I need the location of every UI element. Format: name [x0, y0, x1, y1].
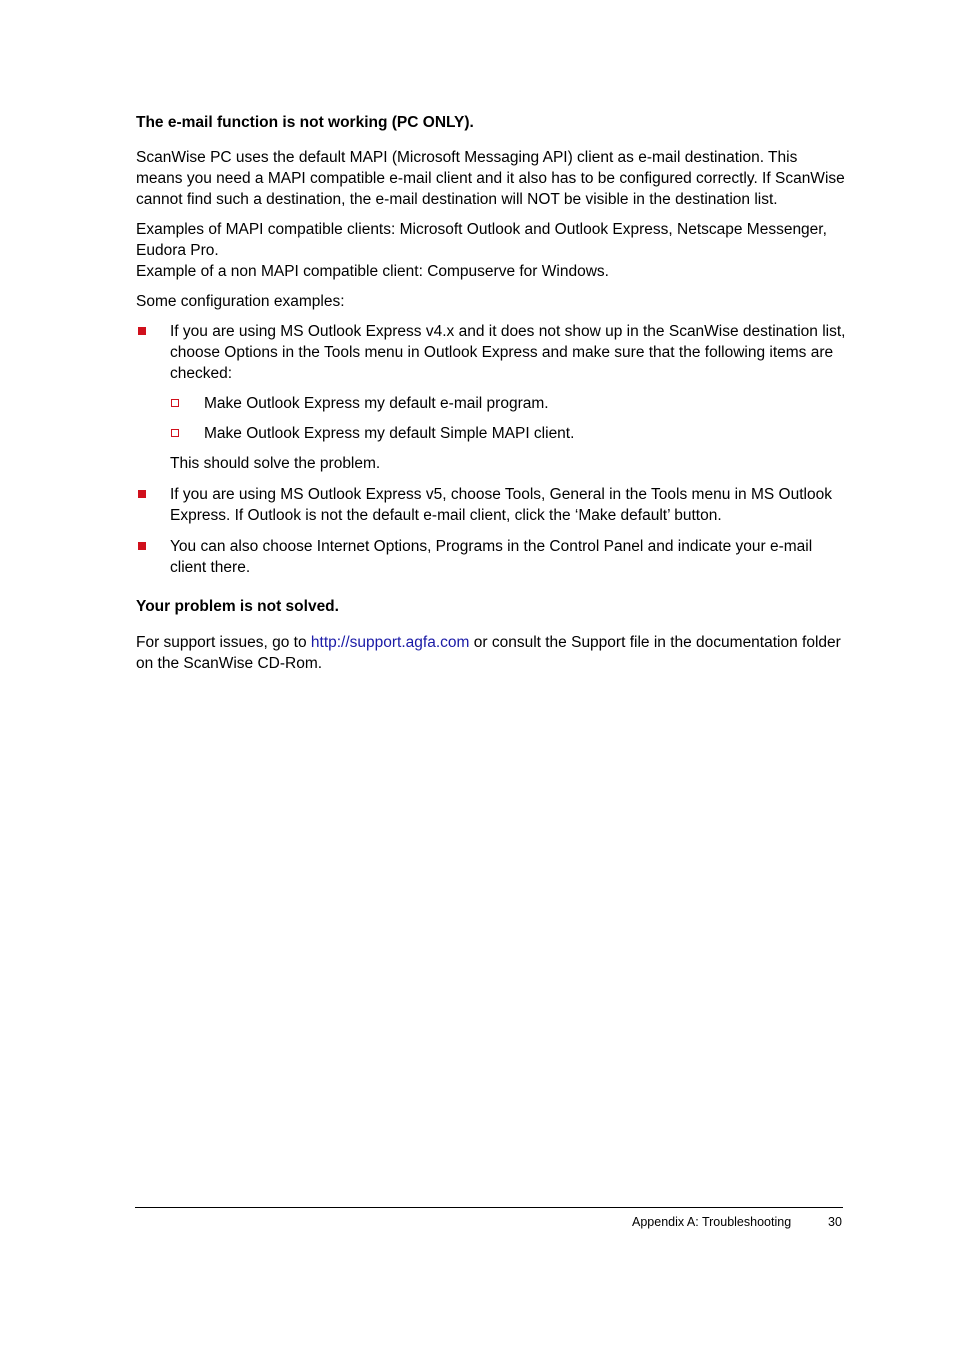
paragraph-mapi-intro: ScanWise PC uses the default MAPI (Microsoft Messaging API) client as e-mail destination. This means you need a MAPI compatible e-mail client and it also has to be configured correctly. If ScanWise cannot find such a destination, the e-mail destination will NOT be visible in the destination list.	[136, 149, 845, 208]
footer-section-label: Appendix A: Troubleshooting	[632, 1215, 792, 1229]
sub-bullet-text: Make Outlook Express my default Simple MAPI client.	[204, 425, 575, 442]
support-text-after: or consult the Support file in the documentation folder on the ScanWise CD-Rom.	[136, 634, 841, 672]
checked-items-list	[170, 393, 846, 444]
bullet-text: If you are using MS Outlook Express v5, choose Tools, General in the Tools menu in MS Outlook Express. If Outlook is not the default e-mail client, click the ‘Make default’ button.	[170, 486, 832, 524]
open-square-bullet-icon	[171, 429, 179, 437]
footer-rule	[135, 1207, 843, 1208]
list-item	[170, 393, 846, 414]
section-heading-not-solved: Your problem is not solved.	[136, 598, 339, 615]
mapi-compatible-examples: Examples of MAPI compatible clients: Microsoft Outlook and Outlook Express, Netscape Messenger, Eudora Pro.	[136, 221, 827, 259]
config-bullet-list	[136, 321, 846, 578]
paragraph-config-examples: Some configuration examples:	[136, 293, 345, 310]
red-square-bullet-icon	[138, 327, 146, 335]
bullet-text: You can also choose Internet Options, Programs in the Control Panel and indicate your e-mail client there.	[170, 538, 813, 576]
mapi-noncompatible-example: Example of a non MAPI compatible client: Compuserve for Windows.	[136, 263, 609, 280]
paragraph-support	[136, 632, 846, 674]
footer-page-number: 30	[828, 1215, 842, 1229]
support-link[interactable]: http://support.agfa.com	[310, 634, 470, 651]
support-text-before: For support issues, go to	[136, 634, 311, 651]
page-content	[136, 112, 846, 683]
paragraph-mapi-examples	[136, 219, 846, 282]
list-item	[136, 536, 846, 578]
sub-bullet-text: Make Outlook Express my default e-mail program.	[204, 395, 549, 412]
section-heading-email: The e-mail function is not working (PC ONLY).	[136, 114, 474, 131]
list-item	[136, 321, 846, 474]
red-square-bullet-icon	[138, 542, 146, 550]
open-square-bullet-icon	[171, 399, 179, 407]
bullet-followup-text: This should solve the problem.	[170, 455, 381, 472]
bullet-text: If you are using MS Outlook Express v4.x and it does not show up in the ScanWise destination list, choose Options in the Tools menu in Outlook Express and make sure that the following items are checked:	[170, 323, 846, 382]
list-item	[170, 423, 846, 444]
red-square-bullet-icon	[138, 490, 146, 498]
list-item	[136, 484, 846, 526]
